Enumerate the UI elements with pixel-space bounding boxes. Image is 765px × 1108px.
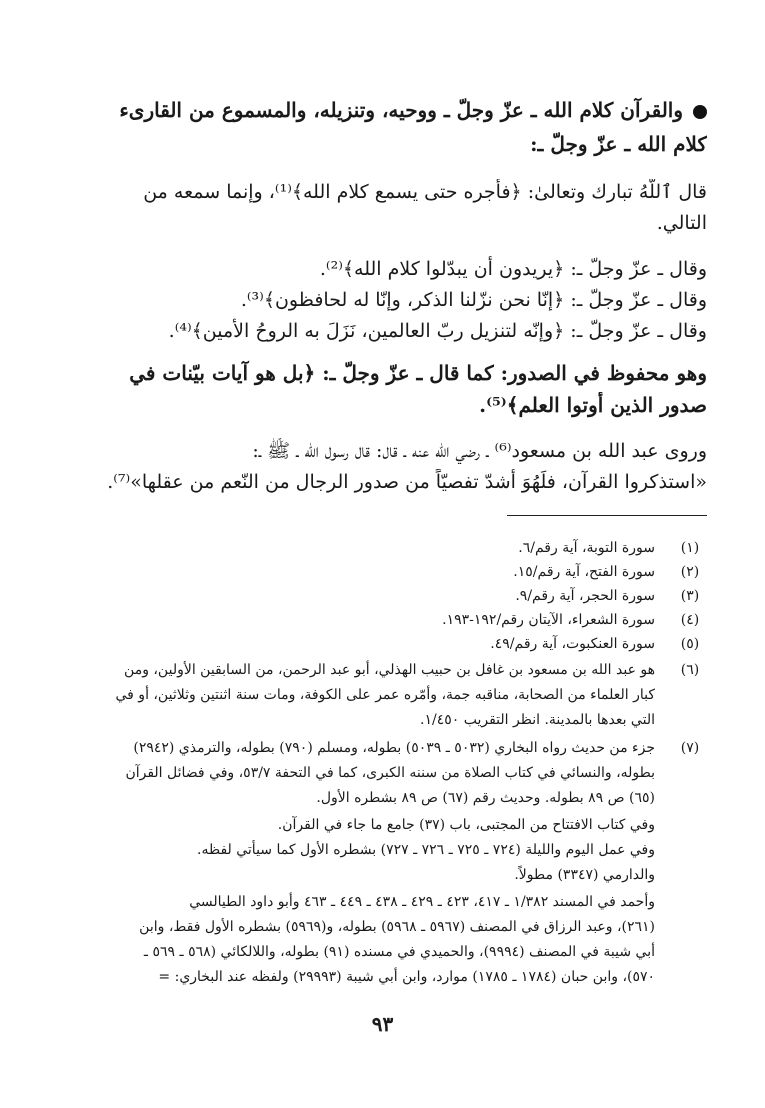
footnote-text: سورة الحجر، آية رقم/٩. (515, 588, 655, 604)
footnote-number: (٢) (680, 564, 700, 580)
footnote-number: (٧) (680, 740, 700, 756)
footnote-text: هو عبد الله بن مسعود بن غافل بن حبيب الهذلي، أبو عبد الرحمن، من السابقين الأولين، ومن (124, 662, 655, 678)
paragraph-line: صدور الذين أوتوا العلم﴾⁽⁵⁾. (479, 393, 707, 417)
footnote-text: ٥٧٠)، وابن حبان (١٧٨٤ ـ ١٧٨٥) موارد، وابن أبي شيبة (٢٩٩٩٣) ولفظه عند البخاري: = (158, 969, 655, 985)
footnote-number: (١) (680, 540, 700, 556)
footnote-number: (٦) (680, 662, 700, 678)
footnote-text: بطوله، والنسائي في كتاب الصلاة من سننه الكبرى، كما في التحفة ٥٣/٧، وفي فضائل القرآن (125, 765, 655, 781)
footnote-text: والدارمي (٣٣٤٧) مطولاً. (514, 867, 655, 883)
paragraph-line: وهو محفوظ في الصدور: كما قال ـ عزّ وجلّ ـ: ﴿بل هو آيات بيّنات في (129, 361, 707, 385)
footnote-number: (٤) (680, 612, 700, 628)
bullet-icon (693, 105, 707, 119)
paragraph-line: التالي. (656, 212, 707, 234)
footnote-separator (507, 515, 707, 516)
paragraph-line: والقرآن كلام الله ـ عزّ وجلّ ـ ووحيه، وتنزيله، والمسموع من القارىء (57, 97, 707, 123)
paragraph-line: «استذكروا القرآن، فلَهُوَ أشدّ تفصيّاً من صدور الرجال من النّعم من عقلها»⁽⁷⁾. (107, 471, 707, 493)
footnote-text: سورة الفتح، آية رقم/١٥. (513, 564, 655, 580)
paragraph-line: وقال ـ عزّ وجلّ ـ: ﴿إنّا نحن نزّلنا الذكر، وإنّا له لحافظون﴾⁽³⁾. (240, 289, 707, 311)
page-number: ٩٣ (371, 1012, 394, 1036)
footnote-number: (٣) (680, 588, 700, 604)
paragraph-line: وقال ـ عزّ وجلّ ـ: ﴿وإنّه لتنزيل ربّ العالمين، نَزَلَ به الروحُ الأمين﴾⁽⁴⁾. (168, 320, 707, 342)
footnote-text: (٦٥) ص ٨٩ بطوله. وحديث رقم (٦٧) ص ٨٩ بشطره الأول. (316, 790, 655, 806)
footnote-text: سورة العنكبوت، آية رقم/٤٩. (490, 636, 655, 652)
footnote-number: (٥) (680, 636, 700, 652)
paragraph-line: قال ٱللَّهُ تبارك وتعالىٰ: ﴿فأجره حتى يسمع كلام الله﴾⁽¹⁾، وإنما سمعه من (143, 181, 707, 203)
footnote-text: وفي عمل اليوم والليلة (٧٢٤ ـ ٧٢٥ ـ ٧٢٦ ـ ٧٢٧) بشطره الأول كما سيأتي لفظه. (197, 842, 655, 858)
footnote-text: سورة التوبة، آية رقم/٦. (518, 540, 655, 556)
footnote-text: وفي كتاب الافتتاح من المجتبى، باب (٣٧) جامع ما جاء في القرآن. (277, 817, 655, 833)
footnote-text: وأحمد في المسند ١/٣٨٢ ـ ٤١٧، ٤٢٣ ـ ٤٢٩ ـ ٤٣٨ ـ ٤٤٩ ـ ٤٦٣ وأبو داود الطيالسي (189, 894, 655, 910)
paragraph-line: كلام الله ـ عزّ وجلّ ـ: (530, 132, 707, 156)
footnote-text: كبار العلماء من الصحابة، مناقبه جمة، وأمّره عمر على الكوفة، ومات سنة اثنتين وثلاثين، أو في (115, 687, 655, 703)
footnote-text: جزء من حديث رواه البخاري (٥٠٣٢ ـ ٥٠٣٩) بطوله، ومسلم (٧٩٠) بطوله، والترمذي (٢٩٤٢) (133, 740, 655, 756)
footnote-text: سورة الشعراء، الآيتان رقم/١٩٢-١٩٣. (442, 612, 655, 628)
paragraph-line: وروى عبد الله بن مسعود⁽⁶⁾ ـ رضي الله عنه ـ قال: قال رسول الله ـ ﷺ ـ: (252, 440, 707, 462)
paragraph-line: وقال ـ عزّ وجلّ ـ: ﴿يريدون أن يبدّلوا كلام الله﴾⁽²⁾. (319, 258, 707, 280)
footnote-text: أبي شيبة في المصنف (٩٩٩٤)، والحميدي في مسنده (٩١) بطوله، واللالكائي (٥٦٨ ـ ٥٦٩ ـ (143, 944, 655, 960)
footnote-text: (٢٦١)، وعبد الرزاق في المصنف (٥٩٦٧ ـ ٥٩٦٨) بطوله، و(٥٩٦٩) بشطره الأول فقط، وابن (139, 919, 655, 935)
footnote-text: التي بعدها بالمدينة. انظر التقريب ١/٤٥٠. (420, 712, 655, 728)
